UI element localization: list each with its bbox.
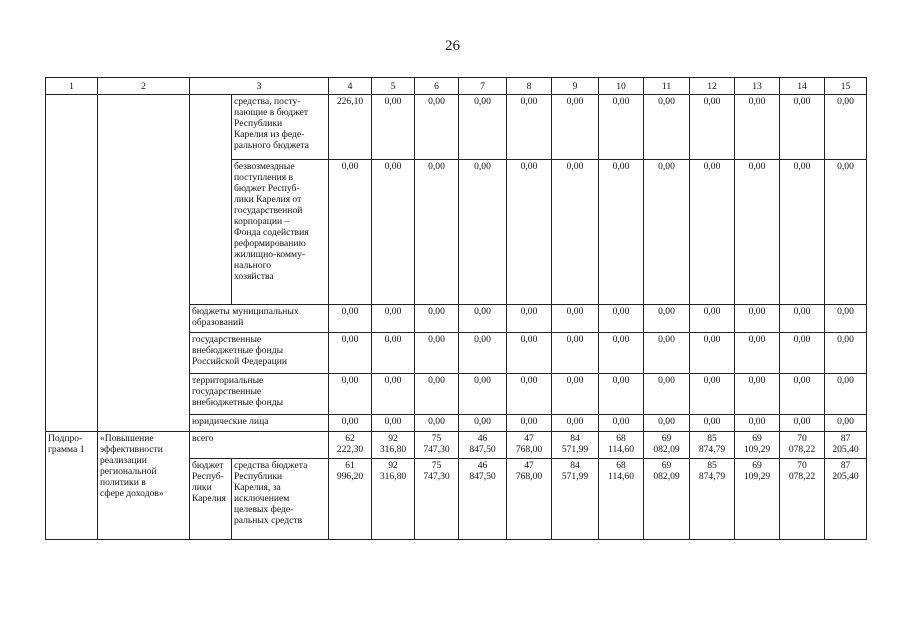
total-value-cell: 62 222,30 bbox=[329, 432, 372, 459]
funding-source-label: территориальные государственные внебюджетные фонды bbox=[190, 374, 329, 415]
header-cell: 10 bbox=[599, 78, 644, 95]
value-cell: 0,00 bbox=[780, 333, 825, 374]
funding-source-label: бюджеты муниципальных образований bbox=[190, 305, 329, 333]
total-value-cell: 69 109,29 bbox=[735, 432, 780, 459]
value-cell: 0,00 bbox=[825, 333, 867, 374]
value-cell: 0,00 bbox=[415, 374, 459, 415]
header-cell: 15 bbox=[825, 78, 867, 95]
header-cell: 12 bbox=[690, 78, 735, 95]
header-cell: 2 bbox=[98, 78, 190, 95]
budget-value-cell: 47 768,00 bbox=[507, 459, 552, 540]
value-cell: 0,00 bbox=[735, 374, 780, 415]
budget-value-cell: 61 996,20 bbox=[329, 459, 372, 540]
value-cell: 0,00 bbox=[507, 95, 552, 160]
value-cell: 0,00 bbox=[644, 374, 690, 415]
budget-value-cell: 85 874,79 bbox=[690, 459, 735, 540]
value-cell: 0,00 bbox=[825, 305, 867, 333]
budget-table bbox=[45, 77, 867, 540]
total-value-cell: 68 114,60 bbox=[599, 432, 644, 459]
value-cell: 0,00 bbox=[372, 95, 415, 160]
value-cell: 0,00 bbox=[644, 305, 690, 333]
value-cell: 0,00 bbox=[459, 374, 507, 415]
value-cell: 0,00 bbox=[459, 95, 507, 160]
total-value-cell: 69 082,09 bbox=[644, 432, 690, 459]
value-cell: 0,00 bbox=[372, 374, 415, 415]
value-cell: 0,00 bbox=[735, 415, 780, 432]
header-cell: 5 bbox=[372, 78, 415, 95]
table-row bbox=[46, 95, 867, 160]
value-cell: 0,00 bbox=[644, 95, 690, 160]
budget-label: бюджет Респуб- лики Карелия bbox=[190, 459, 232, 540]
funding-source-label: юридические лица bbox=[190, 415, 329, 432]
budget-value-cell: 92 316,80 bbox=[372, 459, 415, 540]
subprogram-code: Подпро- грамма 1 bbox=[46, 432, 98, 540]
value-cell: 0,00 bbox=[552, 374, 599, 415]
budget-value-cell: 46 847,50 bbox=[459, 459, 507, 540]
subprogram-name: «Повышение эффективности реализации региональной политики в сфере доходов» bbox=[98, 432, 190, 540]
header-cell: 7 bbox=[459, 78, 507, 95]
value-cell: 0,00 bbox=[644, 333, 690, 374]
value-cell: 0,00 bbox=[690, 415, 735, 432]
value-cell: 0,00 bbox=[690, 160, 735, 305]
header-cell: 11 bbox=[644, 78, 690, 95]
total-value-cell: 70 078,22 bbox=[780, 432, 825, 459]
page-number: 26 bbox=[445, 38, 460, 54]
value-cell: 0,00 bbox=[780, 374, 825, 415]
value-cell: 0,00 bbox=[552, 305, 599, 333]
value-cell: 0,00 bbox=[507, 333, 552, 374]
header-cell: 8 bbox=[507, 78, 552, 95]
value-cell: 0,00 bbox=[599, 415, 644, 432]
value-cell: 0,00 bbox=[552, 160, 599, 305]
header-cell: 6 bbox=[415, 78, 459, 95]
budget-sub-label: средства бюджета Республики Карелия, за исключением целевых феде- ральных средств bbox=[232, 459, 329, 540]
total-value-cell: 47 768,00 bbox=[507, 432, 552, 459]
header-cell: 13 bbox=[735, 78, 780, 95]
value-cell: 0,00 bbox=[552, 95, 599, 160]
funding-source-label: безвозмездные поступления в бюджет Респуб- лики Карелия от государственной корпорации – Фонда содействия реформированию жилищно-комму- нального хозяйства bbox=[232, 160, 329, 305]
budget-value-cell: 87 205,40 bbox=[825, 459, 867, 540]
header-cell: 4 bbox=[329, 78, 372, 95]
source-group-cell bbox=[190, 95, 232, 305]
value-cell: 0,00 bbox=[372, 305, 415, 333]
header-cell: 3 bbox=[190, 78, 329, 95]
value-cell: 0,00 bbox=[329, 374, 372, 415]
value-cell: 0,00 bbox=[507, 305, 552, 333]
total-value-cell: 85 874,79 bbox=[690, 432, 735, 459]
value-cell: 0,00 bbox=[599, 95, 644, 160]
total-value-cell: 46 847,50 bbox=[459, 432, 507, 459]
value-cell: 0,00 bbox=[372, 333, 415, 374]
value-cell: 0,00 bbox=[780, 305, 825, 333]
total-value-cell: 92 316,80 bbox=[372, 432, 415, 459]
value-cell: 0,00 bbox=[329, 333, 372, 374]
value-cell: 0,00 bbox=[735, 305, 780, 333]
total-label: всего bbox=[190, 432, 329, 459]
value-cell: 0,00 bbox=[599, 333, 644, 374]
value-cell: 0,00 bbox=[552, 415, 599, 432]
funding-source-label: государственные внебюджетные фонды Российской Федерации bbox=[190, 333, 329, 374]
value-cell: 0,00 bbox=[415, 95, 459, 160]
value-cell: 0,00 bbox=[690, 374, 735, 415]
value-cell: 0,00 bbox=[599, 160, 644, 305]
value-cell: 0,00 bbox=[825, 415, 867, 432]
budget-value-cell: 68 114,60 bbox=[599, 459, 644, 540]
header-cell: 1 bbox=[46, 78, 98, 95]
value-cell: 0,00 bbox=[329, 160, 372, 305]
value-cell: 0,00 bbox=[552, 333, 599, 374]
value-cell: 0,00 bbox=[415, 160, 459, 305]
header-row bbox=[46, 78, 867, 95]
continued-code-cell bbox=[46, 95, 98, 432]
budget-value-cell: 69 109,29 bbox=[735, 459, 780, 540]
value-cell: 0,00 bbox=[415, 333, 459, 374]
value-cell: 0,00 bbox=[825, 374, 867, 415]
value-cell: 0,00 bbox=[644, 160, 690, 305]
value-cell: 0,00 bbox=[329, 415, 372, 432]
value-cell: 0,00 bbox=[459, 415, 507, 432]
budget-value-cell: 75 747,30 bbox=[415, 459, 459, 540]
value-cell: 0,00 bbox=[735, 333, 780, 374]
budget-value-cell: 84 571,99 bbox=[552, 459, 599, 540]
header-cell: 14 bbox=[780, 78, 825, 95]
value-cell: 0,00 bbox=[372, 160, 415, 305]
value-cell: 0,00 bbox=[690, 95, 735, 160]
value-cell: 0,00 bbox=[735, 95, 780, 160]
value-cell: 0,00 bbox=[644, 415, 690, 432]
budget-value-cell: 70 078,22 bbox=[780, 459, 825, 540]
budget-value-cell: 69 082,09 bbox=[644, 459, 690, 540]
value-cell: 0,00 bbox=[599, 374, 644, 415]
value-cell: 0,00 bbox=[780, 160, 825, 305]
value-cell: 0,00 bbox=[690, 305, 735, 333]
value-cell: 226,10 bbox=[329, 95, 372, 160]
total-value-cell: 75 747,30 bbox=[415, 432, 459, 459]
value-cell: 0,00 bbox=[780, 415, 825, 432]
value-cell: 0,00 bbox=[507, 160, 552, 305]
header-cell: 9 bbox=[552, 78, 599, 95]
value-cell: 0,00 bbox=[459, 160, 507, 305]
total-value-cell: 84 571,99 bbox=[552, 432, 599, 459]
value-cell: 0,00 bbox=[459, 333, 507, 374]
total-value-cell: 87 205,40 bbox=[825, 432, 867, 459]
value-cell: 0,00 bbox=[329, 305, 372, 333]
funding-source-label: средства, посту- пающие в бюджет Республики Карелия из феде- рального бюджета bbox=[232, 95, 329, 160]
value-cell: 0,00 bbox=[507, 415, 552, 432]
value-cell: 0,00 bbox=[735, 160, 780, 305]
value-cell: 0,00 bbox=[825, 160, 867, 305]
value-cell: 0,00 bbox=[415, 415, 459, 432]
value-cell: 0,00 bbox=[690, 333, 735, 374]
value-cell: 0,00 bbox=[780, 95, 825, 160]
value-cell: 0,00 bbox=[825, 95, 867, 160]
value-cell: 0,00 bbox=[415, 305, 459, 333]
value-cell: 0,00 bbox=[507, 374, 552, 415]
value-cell: 0,00 bbox=[372, 415, 415, 432]
value-cell: 0,00 bbox=[459, 305, 507, 333]
subprogram-total-row bbox=[46, 432, 867, 459]
value-cell: 0,00 bbox=[599, 305, 644, 333]
continued-name-cell bbox=[98, 95, 190, 432]
